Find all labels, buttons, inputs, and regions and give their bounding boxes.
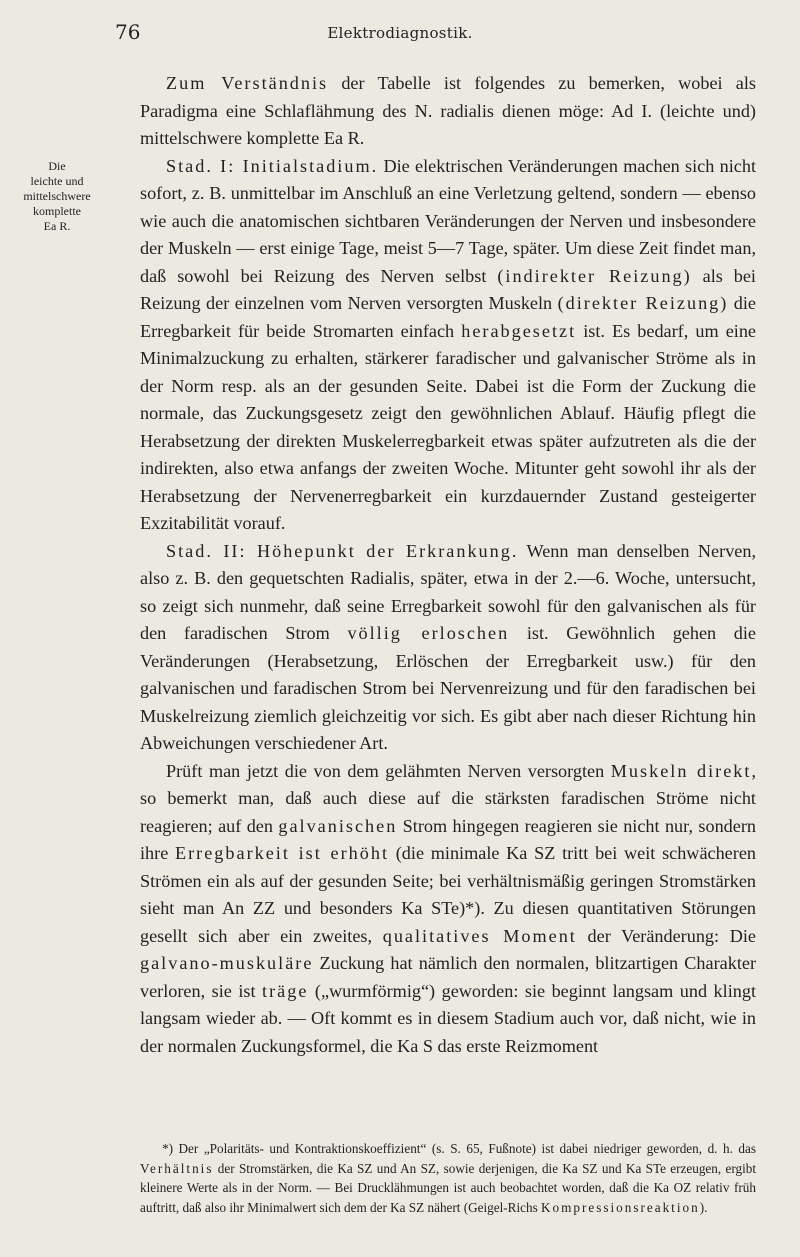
paragraph	[140, 538, 756, 758]
paragraph-spaced-run: Stad. II: Höhepunkt der Erkrankung.	[166, 540, 519, 561]
paragraph-run: („wurmförmig“) geworden: sie beginnt langsam und klingt langsam wieder ab. — Oft kommt es in diesem Stadium auch vor, daß nicht, wie in der normalen Zuckungsformel, die Ka S das erste Reizmoment	[140, 980, 756, 1056]
paragraph	[140, 758, 756, 1061]
paragraph-spaced-run: träge	[262, 980, 309, 1001]
paragraph-run: (die minimale Ka SZ tritt bei weit schwächeren Strömen ein als auf der gesunden Seite; bei verhältnismäßig geringen Stromstärken sieht man An ZZ und besonders Ka STe)*). Zu diesen quantitativen Störungen gesellt sich aber ein zweites,	[140, 843, 756, 946]
paragraph-spaced-run: (direkter Reizung)	[557, 293, 729, 313]
marginal-note-line: Ea R.	[43, 219, 71, 233]
paragraph-spaced-run: Muskeln direkt	[610, 760, 752, 781]
paragraph-run: Zuckung hat nämlich den normalen, blitzartigen Charakter verloren, sie ist	[140, 953, 756, 1001]
page-number: 76	[115, 20, 141, 44]
marginal-note	[8, 159, 106, 234]
footnote-paragraph	[140, 1139, 756, 1217]
marginal-note-line: leichte und	[30, 174, 84, 188]
paragraph-spaced-run: herabgesetzt	[461, 320, 577, 341]
paragraph	[140, 153, 756, 538]
footnote-spaced-run: Verhältnis	[140, 1160, 214, 1176]
paragraph-run: ist. Gewöhnlich gehen die Veränderungen (Herabsetzung, Erlöschen der Erregbarkeit usw.) für den galvanischen und faradischen Strom bei Nervenreizung und für den faradischen bei Muskelreizung ziemlich gleichzeitig vor sich. Es gibt aber nach dieser Richtung hin Abweichungen verschiedener Art.	[140, 623, 756, 753]
marginal-note-line: mittelschwere	[23, 189, 91, 203]
paragraph-run: , so bemerkt man, daß auch diese auf die stärksten faradischen Ströme nicht reagieren; auf den	[140, 760, 756, 836]
paragraph-run: als bei Reizung der einzelnen vom Nerven versorgten Muskeln	[140, 265, 756, 313]
paragraph-run: ist. Es bedarf, um eine Minimalzuckung zu erhalten, stärkerer faradischer und galvanischer Ströme als in der Norm resp. als an der gesunden Seite. Dabei ist die Form der Zuckung die normale, das Zuckungsgesetz zeigt den gewöhnlichen Ablauf. Häufig pflegt die Herabsetzung der direkten Muskelerregbarkeit etwas später aufzutreten als die der indirekten, also etwa anfangs der zweiten Woche. Mitunter geht sowohl ihr als der Herabsetzung der Nervenerregbarkeit ein kurzdauernder Zustand gesteigerter Exzitabilität vorauf.	[140, 320, 756, 533]
paragraph-spaced-run: (indirekter Reizung)	[497, 265, 692, 286]
body-text	[140, 70, 756, 1060]
paragraph-run: Prüft man jetzt die von dem gelähmten Nerven versorgten	[166, 760, 611, 781]
running-title: Elektrodiagnostik.	[327, 24, 473, 42]
paragraph-run: die Erregbarkeit für beide Stromarten einfach	[140, 293, 756, 341]
footnote-run: der Stromstärken, die Ka SZ und An SZ, sowie derjenigen, die Ka SZ und Ka STe erzeugen, ergibt kleinere Werte als in der Norm. — Bei Drucklähmungen ist auch beobachtet worden, daß die Ka OZ relativ früh auftritt, daß also ihr Minimalwert sich dem der Ka SZ nähert (Geigel-Richs	[140, 1160, 756, 1215]
paragraph-spaced-run: galvanischen	[278, 815, 398, 836]
paragraph-spaced-run: galvano-muskuläre	[140, 953, 314, 973]
paragraph-spaced-run: Zum Verständnis	[166, 73, 329, 93]
paragraph-run: Die elektrischen Veränderungen machen sich nicht sofort, z. B. unmittelbar im Anschluß an eine Verletzung geltend, sondern — ebenso wie auch die anatomischen sichtbaren Veränderungen der Nerven und insbesondere der Muskeln — erst einige Tage, meist 5—7 Tage, später. Um diese Zeit findet man, daß sowohl bei Reizung des Nerven selbst	[140, 155, 756, 286]
paragraph	[140, 70, 756, 153]
paragraph-spaced-run: völlig erloschen	[347, 623, 510, 643]
paragraph-spaced-run: Stad. I: Initialstadium.	[166, 155, 379, 176]
paragraph-run: der Tabelle ist folgendes zu bemerken, wobei als Paradigma eine Schlaflähmung des N. radialis dienen möge: Ad I. (leichte und) mittelschwere komplette Ea R.	[140, 73, 756, 148]
paragraph-spaced-run: qualitatives Moment	[382, 925, 577, 946]
footnote	[140, 1139, 756, 1217]
footnote-spaced-run: Kompressionsreaktion	[541, 1199, 700, 1215]
paragraph-run: Strom hingegen reagieren sie nicht nur, sondern ihre	[140, 815, 756, 863]
page-header	[0, 20, 800, 50]
footnote-run: ).	[699, 1199, 708, 1215]
paragraph-spaced-run: Erregbarkeit ist erhöht	[175, 843, 390, 863]
footnote-run: *) Der „Polaritäts- und Kontraktionskoeffizient“ (s. S. 65, Fußnote) ist dabei niedriger geworden, d. h. das	[162, 1141, 756, 1156]
marginal-note-line: komplette	[33, 204, 81, 218]
paragraph-run: der Veränderung: Die	[576, 925, 757, 946]
marginal-note-line: Die	[48, 159, 66, 173]
paragraph-run: Wenn man denselben Nerven, also z. B. den gequetschten Radialis, später, etwa in der 2.—6. Woche, untersucht, so zeigt sich nunmehr, daß seine Erregbarkeit sowohl für den galvanischen als für den faradischen Strom	[140, 540, 756, 643]
